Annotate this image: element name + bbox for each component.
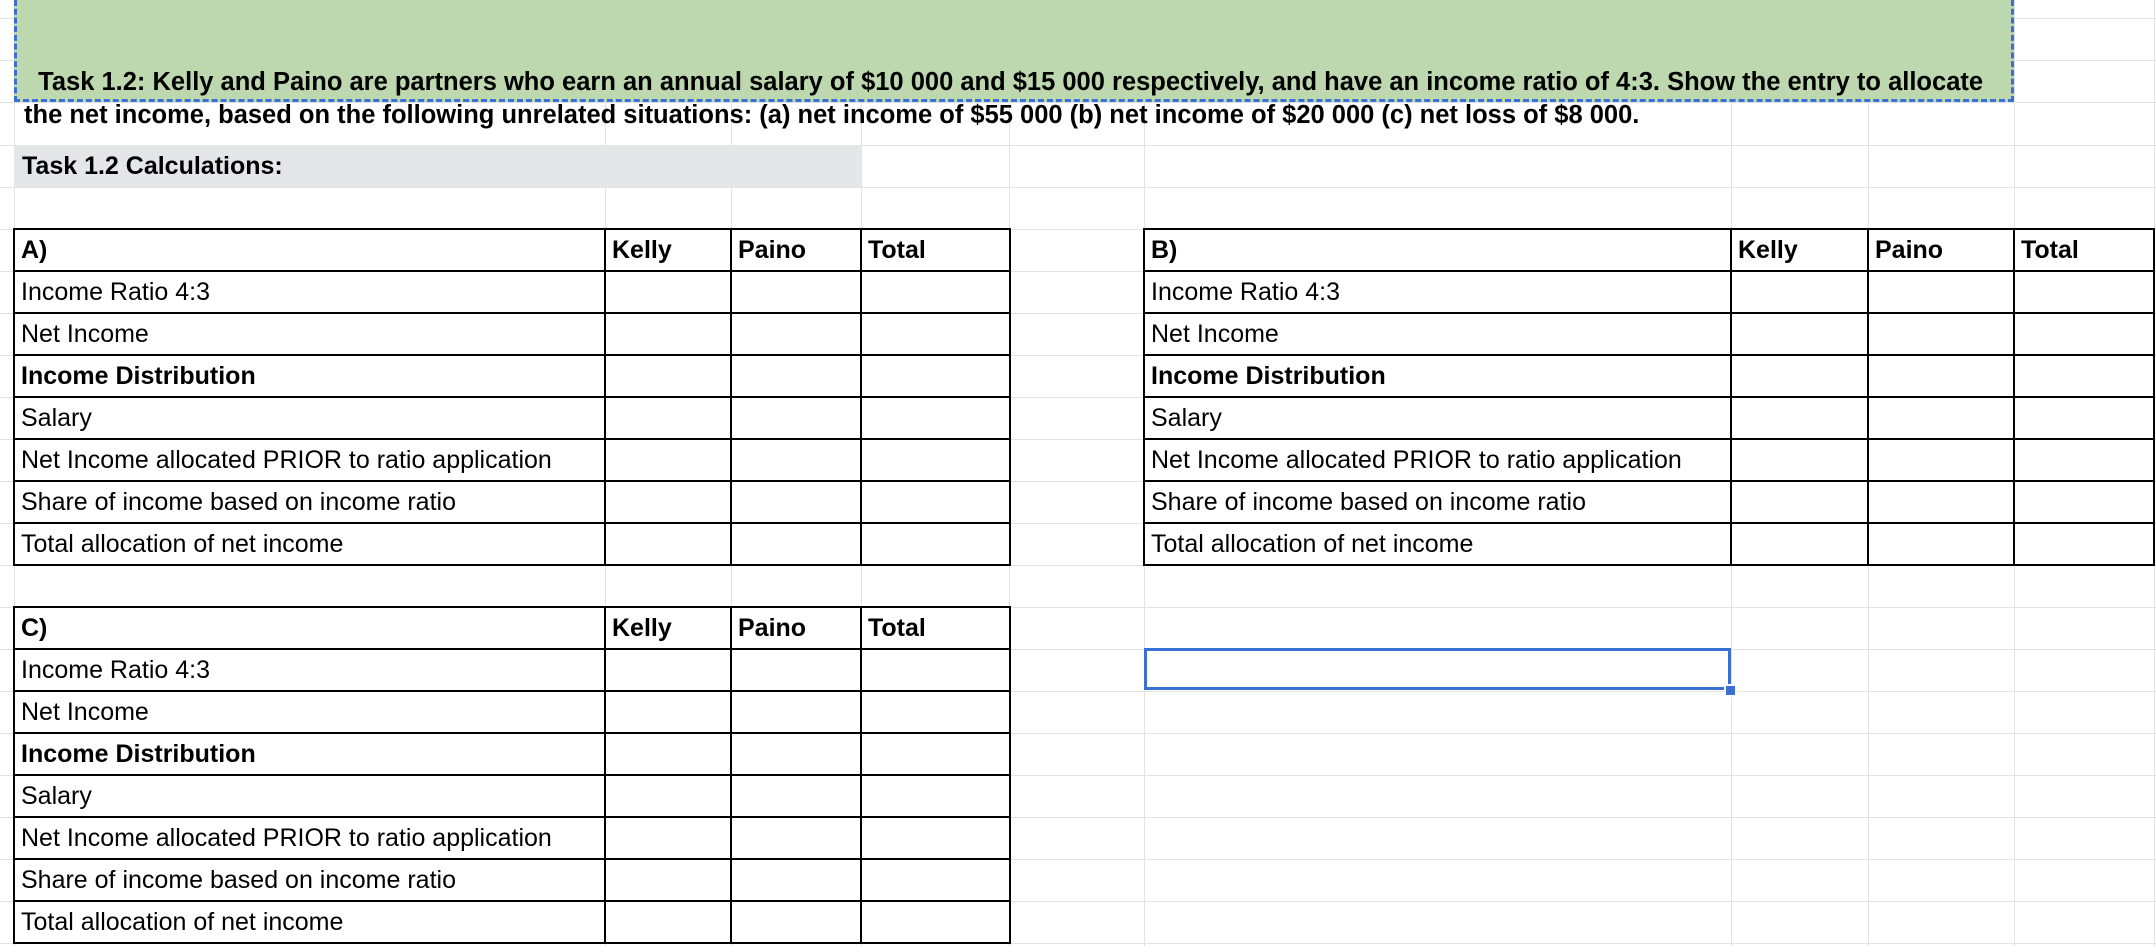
input-cell-paino[interactable] — [1868, 271, 2014, 313]
table-border — [13, 396, 1011, 398]
input-cell-kelly[interactable] — [1731, 481, 1868, 523]
input-cell-kelly[interactable] — [605, 901, 731, 943]
input-cell-total[interactable] — [2014, 439, 2154, 481]
row-label-cell-text: Net Income allocated PRIOR to ratio application — [1151, 446, 1682, 474]
table-border — [13, 480, 1011, 482]
table-border — [13, 354, 1011, 356]
row-label-cell[interactable] — [1144, 439, 1731, 481]
table-border — [1143, 438, 2155, 440]
table-border — [1143, 270, 2155, 272]
row-label-cell-text: Net Income allocated PRIOR to ratio application — [21, 824, 552, 852]
row-label-cell[interactable] — [14, 355, 605, 397]
row-label-cell-text: Income Ratio 4:3 — [21, 278, 210, 306]
input-cell-total[interactable] — [861, 859, 1010, 901]
table-border — [13, 732, 1011, 734]
row-label-cell[interactable] — [14, 901, 605, 943]
row-label-cell-text: Total allocation of net income — [1151, 530, 1474, 558]
worksheet-label-cell[interactable] — [1144, 229, 1731, 271]
row-label-cell[interactable] — [14, 397, 605, 439]
worksheet-row — [1144, 313, 2154, 355]
worksheet-label-cell-text: A) — [21, 236, 48, 264]
table-border — [13, 606, 1011, 608]
row-label-cell[interactable] — [14, 439, 605, 481]
column-header-kelly-text: Kelly — [612, 236, 672, 264]
input-cell-paino[interactable] — [731, 313, 861, 355]
row-label-cell[interactable] — [14, 523, 605, 565]
input-cell-paino[interactable] — [731, 859, 861, 901]
table-border — [1143, 396, 2155, 398]
column-header-kelly-text: Kelly — [612, 614, 672, 642]
task-instructions-text: Task 1.2: Kelly and Paino are partners who earn an annual salary of $10 000 and $15 000 respectively, and have an income ratio of 4:3. Show the entry to allocate the net income, based on the following unrelated situations: (a) net income of $55 000 (b) net income of $20 000 (c) net loss of $8 000. — [24, 68, 1984, 129]
table-border — [13, 312, 1011, 314]
input-cell-paino[interactable] — [1868, 481, 2014, 523]
row-label-cell[interactable] — [14, 313, 605, 355]
input-cell-total[interactable] — [861, 439, 1010, 481]
column-header-paino-text: Paino — [1875, 236, 1944, 264]
input-cell-paino[interactable] — [1868, 523, 2014, 565]
selected-cell[interactable] — [1144, 648, 1731, 690]
gridline-horizontal — [0, 187, 2156, 188]
column-header-total-text: Total — [868, 614, 926, 642]
table-border — [13, 564, 1011, 566]
row-label-cell[interactable] — [14, 649, 605, 691]
row-label-cell[interactable] — [1144, 271, 1731, 313]
worksheet-row — [1144, 397, 2154, 439]
worksheet-label-cell-text: B) — [1151, 236, 1178, 264]
column-header-total-text: Total — [868, 236, 926, 264]
column-header-kelly[interactable] — [605, 229, 731, 271]
row-label-cell-text: Net Income allocated PRIOR to ratio application — [21, 446, 552, 474]
input-cell-total[interactable] — [2014, 523, 2154, 565]
row-label-cell[interactable] — [14, 817, 605, 859]
worksheet-label-cell-text: C) — [21, 614, 48, 642]
row-label-cell-text: Share of income based on income ratio — [21, 866, 456, 894]
column-header-paino-text: Paino — [738, 614, 807, 642]
input-cell-kelly[interactable] — [605, 439, 731, 481]
row-label-cell-text: Salary — [21, 782, 92, 810]
input-cell-paino[interactable] — [731, 523, 861, 565]
column-header-kelly[interactable] — [605, 607, 731, 649]
input-cell-total[interactable] — [861, 355, 1010, 397]
input-cell-paino[interactable] — [731, 355, 861, 397]
worksheet-c — [14, 607, 1010, 943]
input-cell-paino[interactable] — [731, 775, 861, 817]
row-label-cell-text: Net Income — [1151, 320, 1279, 348]
input-cell-kelly[interactable] — [605, 691, 731, 733]
input-cell-total[interactable] — [861, 775, 1010, 817]
column-header-kelly[interactable] — [1731, 229, 1868, 271]
input-cell-kelly[interactable] — [1731, 355, 1868, 397]
input-cell-kelly[interactable] — [605, 817, 731, 859]
input-cell-kelly[interactable] — [605, 859, 731, 901]
row-label-cell-text: Salary — [1151, 404, 1222, 432]
table-border — [13, 816, 1011, 818]
input-cell-paino[interactable] — [731, 817, 861, 859]
row-label-cell-text: Income Distribution — [1151, 362, 1386, 390]
table-border — [1143, 354, 2155, 356]
column-header-paino[interactable] — [731, 229, 861, 271]
table-border — [1143, 480, 2155, 482]
worksheet-label-cell[interactable] — [14, 229, 605, 271]
table-border — [1143, 522, 2155, 524]
row-label-cell-text: Total allocation of net income — [21, 530, 344, 558]
table-border — [1143, 312, 2155, 314]
column-header-total-text: Total — [2021, 236, 2079, 264]
table-border — [13, 228, 1011, 230]
input-cell-total[interactable] — [2014, 313, 2154, 355]
worksheet-row — [1144, 271, 2154, 313]
input-cell-kelly[interactable] — [605, 649, 731, 691]
row-label-cell[interactable] — [1144, 397, 1731, 439]
worksheet-row — [1144, 439, 2154, 481]
input-cell-kelly[interactable] — [1731, 439, 1868, 481]
input-cell-paino[interactable] — [731, 439, 861, 481]
input-cell-kelly[interactable] — [605, 313, 731, 355]
table-border — [13, 270, 1011, 272]
input-cell-total[interactable] — [861, 397, 1010, 439]
row-label-cell[interactable] — [1144, 313, 1731, 355]
row-label-cell-text: Total allocation of net income — [21, 908, 344, 936]
table-border — [13, 648, 1011, 650]
input-cell-kelly[interactable] — [605, 397, 731, 439]
row-label-cell-text: Salary — [21, 404, 92, 432]
calculations-header-cell[interactable] — [14, 145, 861, 187]
input-cell-total[interactable] — [861, 313, 1010, 355]
input-cell-kelly[interactable] — [1731, 313, 1868, 355]
input-cell-kelly[interactable] — [605, 523, 731, 565]
table-border — [13, 438, 1011, 440]
task-instructions-cell[interactable] — [14, 0, 2014, 129]
column-header-paino[interactable] — [1868, 229, 2014, 271]
table-border — [1143, 228, 2155, 230]
input-cell-paino[interactable] — [731, 691, 861, 733]
input-cell-paino[interactable] — [731, 481, 861, 523]
worksheet-header-row — [1144, 229, 2154, 271]
row-label-cell-text: Income Distribution — [21, 362, 256, 390]
worksheet-b — [1144, 229, 2154, 565]
row-label-cell[interactable] — [1144, 523, 1731, 565]
worksheet-row — [1144, 481, 2154, 523]
input-cell-paino[interactable] — [731, 649, 861, 691]
input-cell-total[interactable] — [861, 901, 1010, 943]
column-header-paino[interactable] — [731, 607, 861, 649]
input-cell-paino[interactable] — [731, 901, 861, 943]
column-header-total[interactable] — [861, 607, 1010, 649]
input-cell-paino[interactable] — [1868, 313, 2014, 355]
input-cell-kelly[interactable] — [605, 481, 731, 523]
row-label-cell-text: Net Income — [21, 320, 149, 348]
row-label-cell-text: Share of income based on income ratio — [1151, 488, 1586, 516]
row-label-cell[interactable] — [14, 775, 605, 817]
input-cell-total[interactable] — [861, 733, 1010, 775]
column-header-paino-text: Paino — [738, 236, 807, 264]
column-header-total[interactable] — [2014, 229, 2154, 271]
input-cell-paino[interactable] — [1868, 355, 2014, 397]
input-cell-total[interactable] — [861, 691, 1010, 733]
worksheet-row — [1144, 355, 2154, 397]
row-label-cell[interactable] — [14, 271, 605, 313]
column-header-total[interactable] — [861, 229, 1010, 271]
input-cell-kelly[interactable] — [1731, 523, 1868, 565]
input-cell-total[interactable] — [2014, 397, 2154, 439]
input-cell-paino[interactable] — [1868, 439, 2014, 481]
row-label-cell-text: Income Ratio 4:3 — [1151, 278, 1340, 306]
input-cell-total[interactable] — [861, 271, 1010, 313]
row-label-cell[interactable] — [14, 733, 605, 775]
row-label-cell-text: Share of income based on income ratio — [21, 488, 456, 516]
input-cell-kelly[interactable] — [605, 271, 731, 313]
table-border — [13, 942, 1011, 944]
input-cell-kelly[interactable] — [605, 733, 731, 775]
worksheet-a — [14, 229, 1010, 565]
row-label-cell-text: Income Distribution — [21, 740, 256, 768]
row-label-cell-text: Income Ratio 4:3 — [21, 656, 210, 684]
row-label-cell[interactable] — [14, 481, 605, 523]
worksheet-label-cell[interactable] — [14, 607, 605, 649]
input-cell-paino[interactable] — [731, 733, 861, 775]
input-cell-paino[interactable] — [1868, 397, 2014, 439]
table-border — [13, 690, 1011, 692]
input-cell-paino[interactable] — [731, 397, 861, 439]
table-border — [13, 900, 1011, 902]
row-label-cell[interactable] — [1144, 355, 1731, 397]
input-cell-total[interactable] — [861, 817, 1010, 859]
input-cell-kelly[interactable] — [1731, 271, 1868, 313]
row-label-cell-text: Net Income — [21, 698, 149, 726]
input-cell-kelly[interactable] — [605, 775, 731, 817]
input-cell-kelly[interactable] — [605, 355, 731, 397]
row-label-cell[interactable] — [1144, 481, 1731, 523]
table-border — [1143, 564, 2155, 566]
input-cell-total[interactable] — [2014, 355, 2154, 397]
input-cell-total[interactable] — [861, 649, 1010, 691]
input-cell-total[interactable] — [861, 523, 1010, 565]
input-cell-total[interactable] — [861, 481, 1010, 523]
row-label-cell[interactable] — [14, 691, 605, 733]
table-border — [13, 858, 1011, 860]
input-cell-total[interactable] — [2014, 271, 2154, 313]
row-label-cell[interactable] — [14, 859, 605, 901]
input-cell-paino[interactable] — [731, 271, 861, 313]
fill-handle[interactable] — [1724, 684, 1737, 697]
input-cell-total[interactable] — [2014, 481, 2154, 523]
table-border — [13, 774, 1011, 776]
worksheet-row — [1144, 523, 2154, 565]
input-cell-kelly[interactable] — [1731, 397, 1868, 439]
table-border — [13, 522, 1011, 524]
column-header-kelly-text: Kelly — [1738, 236, 1798, 264]
calculations-header-text: Task 1.2 Calculations: — [22, 152, 283, 180]
